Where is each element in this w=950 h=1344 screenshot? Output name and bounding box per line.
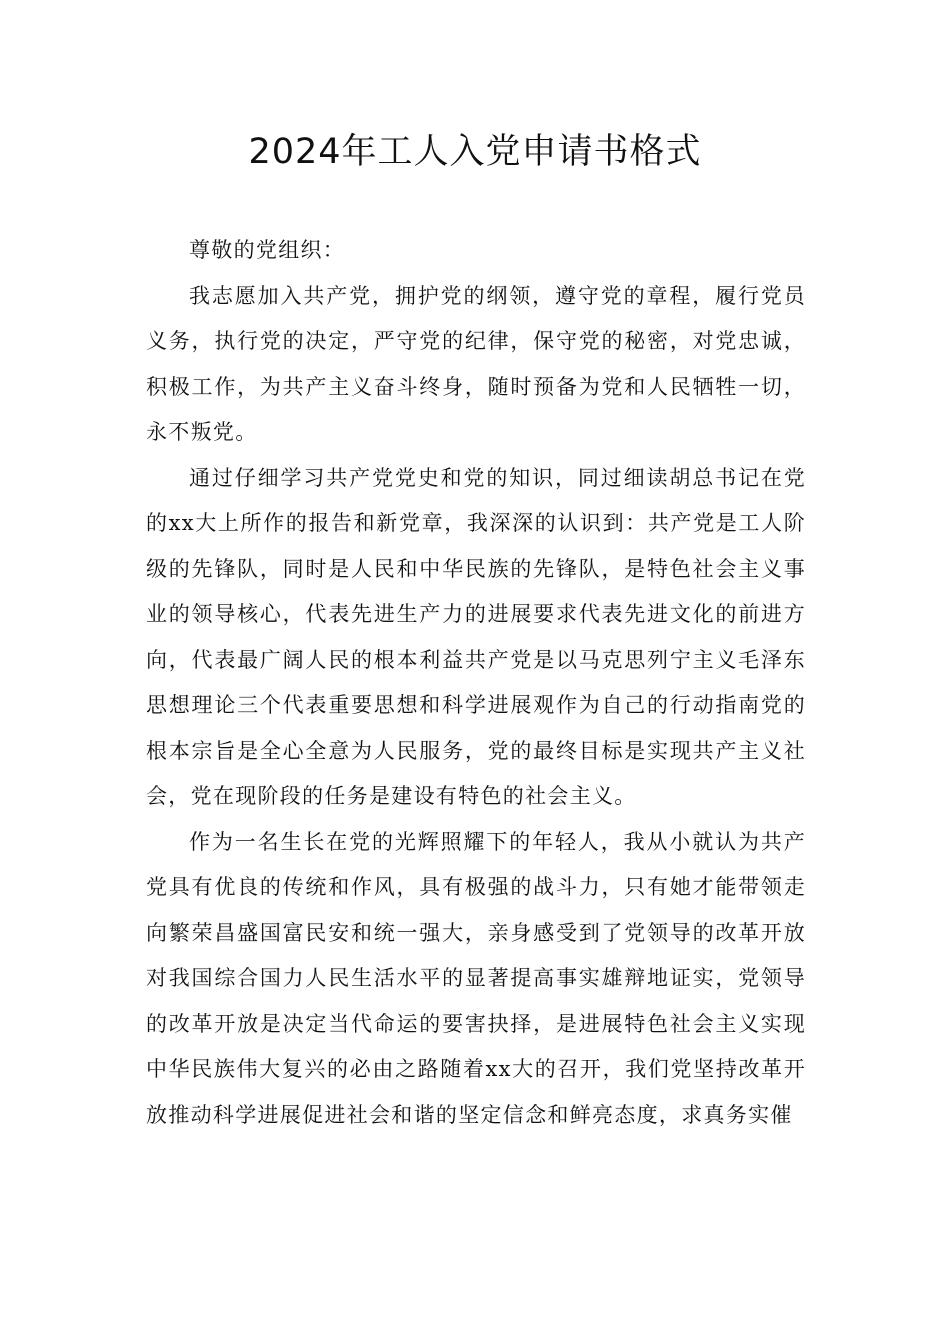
document-body (146, 228, 806, 1138)
document-title: 2024年工人入党申请书格式 (248, 132, 702, 172)
paragraph-1: 我志愿加入共产党，拥护党的纲领，遵守党的章程，履行党员义务，执行党的决定，严守党的纪律，保守党的秘密，对党忠诚，积极工作，为共产主义奋斗终身，随时预备为党和人民牺牲一切，永不叛党。 (146, 283, 806, 444)
paragraph-3: 作为一名生长在党的光辉照耀下的年轻人，我从小就认为共产党具有优良的传统和作风，具有极强的战斗力，只有她才能带领走向繁荣昌盛国富民安和统一强大，亲身感受到了党领导的改革开放对我国综合国力人民生活水平的显著提高事实雄辩地证实，党领导的改革开放是决定当代命运的要害抉择，是进展特色社会主义实现中华民族伟大复兴的必由之路随着xx大的召开，我们党坚持改革开放推动科学进展促进社会和谐的坚定信念和鲜亮态度，求真务实催 (146, 829, 806, 1127)
salutation: 尊敬的党组织： (189, 238, 346, 262)
paragraph-2: 通过仔细学习共产党党史和党的知识，同过细读胡总书记在党的xx大上所作的报告和新党章，我深深的认识到：共产党是工人阶级的先锋队，同时是人民和中华民族的先锋队，是特色社会主义事业的领导核心，代表先进生产力的进展要求代表先进文化的前进方向，代表最广阔人民的根本利益共产党是以马克思列宁主义毛泽东思想理论三个代表重要思想和科学进展观作为自己的行动指南党的根本宗旨是全心全意为人民服务，党的最终目标是实现共产主义社会，党在现阶段的任务是建设有特色的社会主义。 (146, 465, 806, 808)
